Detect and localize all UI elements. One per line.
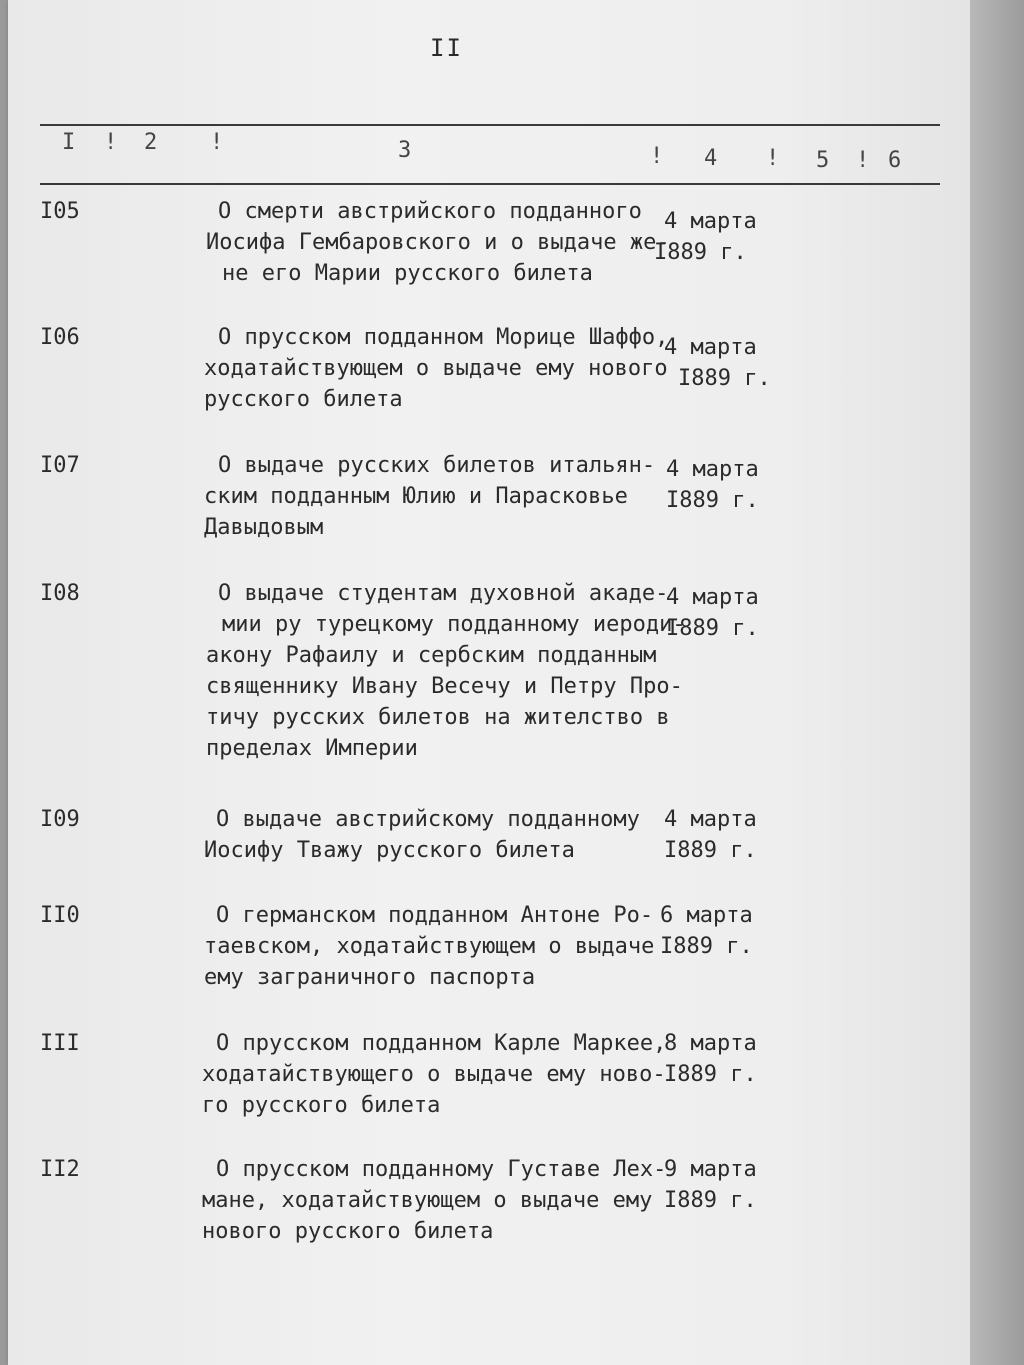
header-separator: ! <box>210 130 224 155</box>
entry-year: I889 г. <box>666 488 759 513</box>
entry-date: 4 марта <box>664 335 757 360</box>
entry-year: I889 г. <box>666 616 759 641</box>
entry-year: I889 г. <box>664 838 757 863</box>
header-col-3: 3 <box>398 138 412 163</box>
entry-year: I889 г. <box>678 366 771 391</box>
entry-text-line: О прусском подданному Густаве Лех- <box>216 1157 667 1182</box>
entry-date: 6 марта <box>660 903 753 928</box>
entry-text-line: Иосифа Гембаровского и о выдаче же- <box>206 230 670 255</box>
header-col-2: 2 <box>144 130 158 155</box>
header-col-4: 4 <box>704 146 718 171</box>
entry-text-line: пределах Империи <box>206 736 418 761</box>
entry-text-line: таевском, ходатайствующем о выдаче <box>204 934 655 959</box>
entry-text-line: мии ру турецкому подданному иероди- <box>222 612 686 637</box>
entry-year: I889 г. <box>654 240 747 265</box>
entry-number: III <box>40 1031 80 1056</box>
entry-text-line: О выдаче студентам духовной акаде- <box>218 581 669 606</box>
entry-text-line: Иосифу Тважу русского билета <box>204 838 575 863</box>
entry-number: I07 <box>40 453 80 478</box>
entry-text-line: не его Марии русского билета <box>222 261 593 286</box>
page-number: II <box>430 34 463 62</box>
header-top-rule <box>40 124 940 126</box>
entry-text-line: Давыдовым <box>204 515 324 540</box>
entry-text-line: О германском подданном Антоне Ро- <box>216 903 654 928</box>
entry-number: I08 <box>40 581 80 606</box>
entry-date: 4 марта <box>666 457 759 482</box>
entry-date: 4 марта <box>664 807 757 832</box>
entry-text-line: О выдаче русских билетов итальян- <box>218 453 656 478</box>
header-col-5: 5 <box>816 148 830 173</box>
entry-text-line: ским подданным Юлию и Парасковье <box>204 484 628 509</box>
entry-text-line: О смерти австрийского подданного <box>218 199 642 224</box>
header-separator: ! <box>104 130 118 155</box>
header-separator: ! <box>650 144 664 169</box>
header-col-1: I <box>62 130 76 155</box>
header-col-6: 6 <box>888 148 902 173</box>
entry-number: II2 <box>40 1157 80 1182</box>
header-separator: ! <box>856 148 870 173</box>
header-separator: ! <box>766 146 780 171</box>
entry-year: I889 г. <box>664 1188 757 1213</box>
entry-date: 8 марта <box>664 1031 757 1056</box>
entry-text-line: О прусском подданном Карле Маркее, <box>216 1031 667 1056</box>
entry-text-line: священнику Ивану Весечу и Петру Про- <box>206 674 683 699</box>
entry-text-line: ходатайствующего о выдаче ему ново- <box>202 1062 666 1087</box>
entry-number: I05 <box>40 199 80 224</box>
entry-year: I889 г. <box>664 1062 757 1087</box>
entry-text-line: О прусском подданном Морице Шаффо, <box>218 325 669 350</box>
entry-number: II0 <box>40 903 80 928</box>
entry-date: 4 марта <box>666 585 759 610</box>
entry-text-line: акону Рафаилу и сербским подданным <box>206 643 657 668</box>
entry-text-line: мане, ходатайствующем о выдаче ему <box>202 1188 653 1213</box>
entry-text-line: ходатайствующем о выдаче ему нового <box>204 356 668 381</box>
entry-text-line: тичу русских билетов на жителство в <box>206 705 670 730</box>
entry-text-line: ему заграничного паспорта <box>204 965 536 990</box>
entry-number: I06 <box>40 325 80 350</box>
entry-date: 4 марта <box>664 209 757 234</box>
header-bottom-rule <box>40 183 940 185</box>
entry-text-line: го русского билета <box>202 1093 441 1118</box>
entry-number: I09 <box>40 807 80 832</box>
entry-text-line: нового русского билета <box>202 1219 494 1244</box>
entry-text-line: русского билета <box>204 387 403 412</box>
entry-year: I889 г. <box>660 934 753 959</box>
page-edge-shadow <box>970 0 1024 1365</box>
entry-text-line: О выдаче австрийскому подданному <box>216 807 640 832</box>
entry-date: 9 марта <box>664 1157 757 1182</box>
